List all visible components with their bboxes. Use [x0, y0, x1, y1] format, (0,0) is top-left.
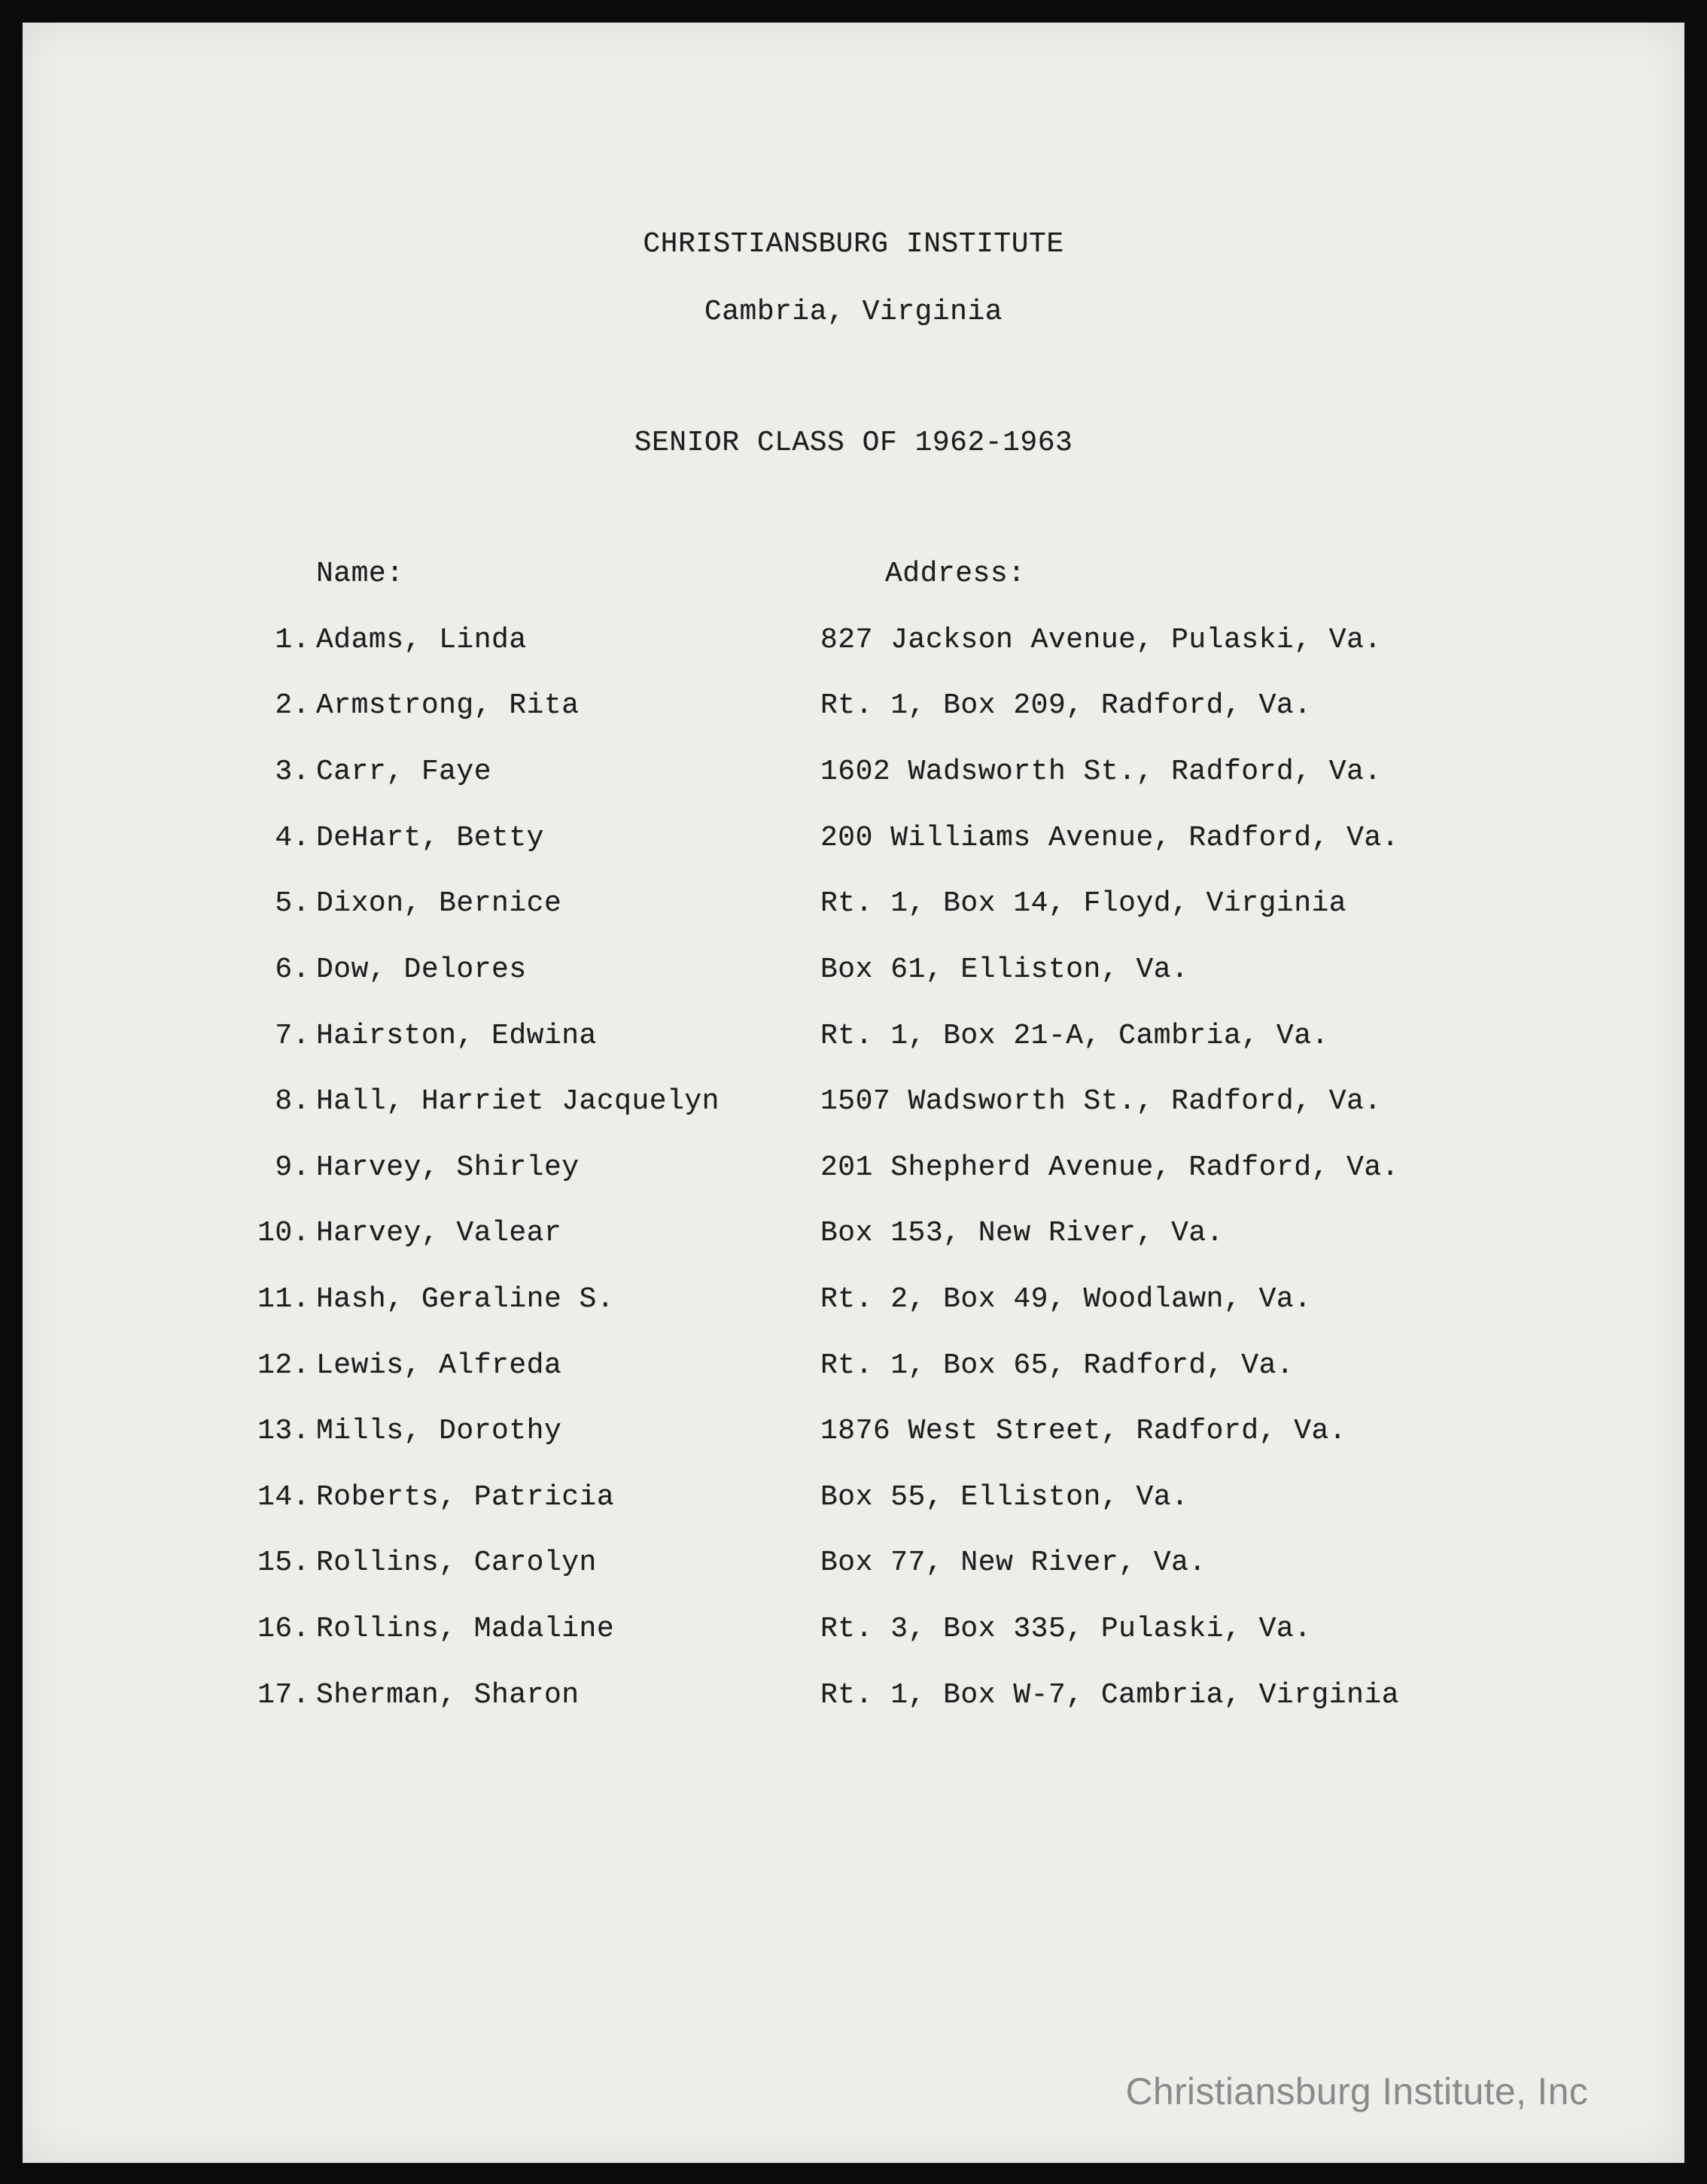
student-name: Rollins, Carolyn [316, 1547, 597, 1579]
row-number: 2. [275, 689, 310, 722]
student-name: Adams, Linda [316, 624, 527, 656]
student-row [23, 1417, 1684, 1455]
student-name: Hall, Harriet Jacquelyn [316, 1085, 720, 1118]
row-number: 9. [275, 1151, 310, 1184]
row-number: 1. [275, 624, 310, 656]
student-name: Roberts, Patricia [316, 1481, 615, 1513]
student-address: Rt. 1, Box 14, Floyd, Virginia [820, 887, 1347, 920]
class-title: SENIOR CLASS OF 1962-1963 [634, 427, 1073, 459]
student-address: Box 61, Elliston, Va. [820, 954, 1189, 986]
student-row [23, 1219, 1684, 1257]
student-address: Box 153, New River, Va. [820, 1217, 1224, 1249]
name-column-header: Name: [316, 558, 404, 590]
watermark: Christiansburg Institute, Inc [1125, 2070, 1588, 2113]
student-row [23, 758, 1684, 795]
student-row [23, 824, 1684, 862]
row-number: 3. [275, 756, 310, 788]
row-number: 10. [257, 1217, 310, 1249]
institution-title: CHRISTIANSBURG INSTITUTE [643, 228, 1064, 260]
student-name: Hash, Geraline S. [316, 1283, 615, 1316]
row-number: 6. [275, 954, 310, 986]
address-column-header: Address: [885, 558, 1026, 590]
student-name: Hairston, Edwina [316, 1020, 597, 1052]
student-name: Sherman, Sharon [316, 1679, 580, 1711]
student-row [23, 1349, 1684, 1389]
student-address: 1507 Wadsworth St., Radford, Va. [820, 1085, 1382, 1118]
student-row [23, 1285, 1684, 1323]
row-number: 14. [257, 1481, 310, 1513]
student-name: Armstrong, Rita [316, 689, 580, 722]
student-row [23, 887, 1684, 927]
student-address: Rt. 1, Box W-7, Cambria, Virginia [820, 1679, 1400, 1711]
student-row [23, 1615, 1684, 1653]
student-address: Rt. 1, Box 209, Radford, Va. [820, 689, 1312, 722]
student-row [23, 1087, 1684, 1125]
student-address: 1876 West Street, Radford, Va. [820, 1415, 1347, 1447]
student-row [23, 1022, 1684, 1060]
student-name: Rollins, Madaline [316, 1613, 615, 1645]
student-name: Harvey, Shirley [316, 1151, 580, 1184]
row-number: 13. [257, 1415, 310, 1447]
student-name: Harvey, Valear [316, 1217, 562, 1249]
student-row [23, 1483, 1684, 1521]
student-name: DeHart, Betty [316, 822, 544, 854]
location-subtitle: Cambria, Virginia [704, 296, 1003, 328]
student-row [23, 689, 1684, 729]
student-address: Rt. 1, Box 21-A, Cambria, Va. [820, 1020, 1329, 1052]
student-row [23, 626, 1684, 664]
student-address: Rt. 3, Box 335, Pulaski, Va. [820, 1613, 1312, 1645]
student-address: 1602 Wadsworth St., Radford, Va. [820, 756, 1382, 788]
student-row [23, 956, 1684, 993]
student-address: Rt. 2, Box 49, Woodlawn, Va. [820, 1283, 1312, 1316]
document-page [23, 23, 1684, 2163]
student-row [23, 1681, 1684, 1719]
student-address: 200 Williams Avenue, Radford, Va. [820, 822, 1400, 854]
row-number: 16. [257, 1613, 310, 1645]
student-name: Carr, Faye [316, 756, 492, 788]
row-number: 4. [275, 822, 310, 854]
student-name: Dow, Delores [316, 954, 527, 986]
student-row [23, 1549, 1684, 1586]
row-number: 12. [257, 1349, 310, 1382]
row-number: 5. [275, 887, 310, 920]
student-name: Lewis, Alfreda [316, 1349, 562, 1382]
student-address: Box 77, New River, Va. [820, 1547, 1206, 1579]
row-number: 15. [257, 1547, 310, 1579]
row-number: 8. [275, 1085, 310, 1118]
student-address: Rt. 1, Box 65, Radford, Va. [820, 1349, 1295, 1382]
student-row [23, 1151, 1684, 1191]
student-address: 827 Jackson Avenue, Pulaski, Va. [820, 624, 1382, 656]
student-name: Dixon, Bernice [316, 887, 562, 920]
row-number: 17. [257, 1679, 310, 1711]
row-number: 7. [275, 1020, 310, 1052]
student-address: 201 Shepherd Avenue, Radford, Va. [820, 1151, 1400, 1184]
row-number: 11. [257, 1283, 310, 1316]
student-address: Box 55, Elliston, Va. [820, 1481, 1189, 1513]
student-name: Mills, Dorothy [316, 1415, 562, 1447]
